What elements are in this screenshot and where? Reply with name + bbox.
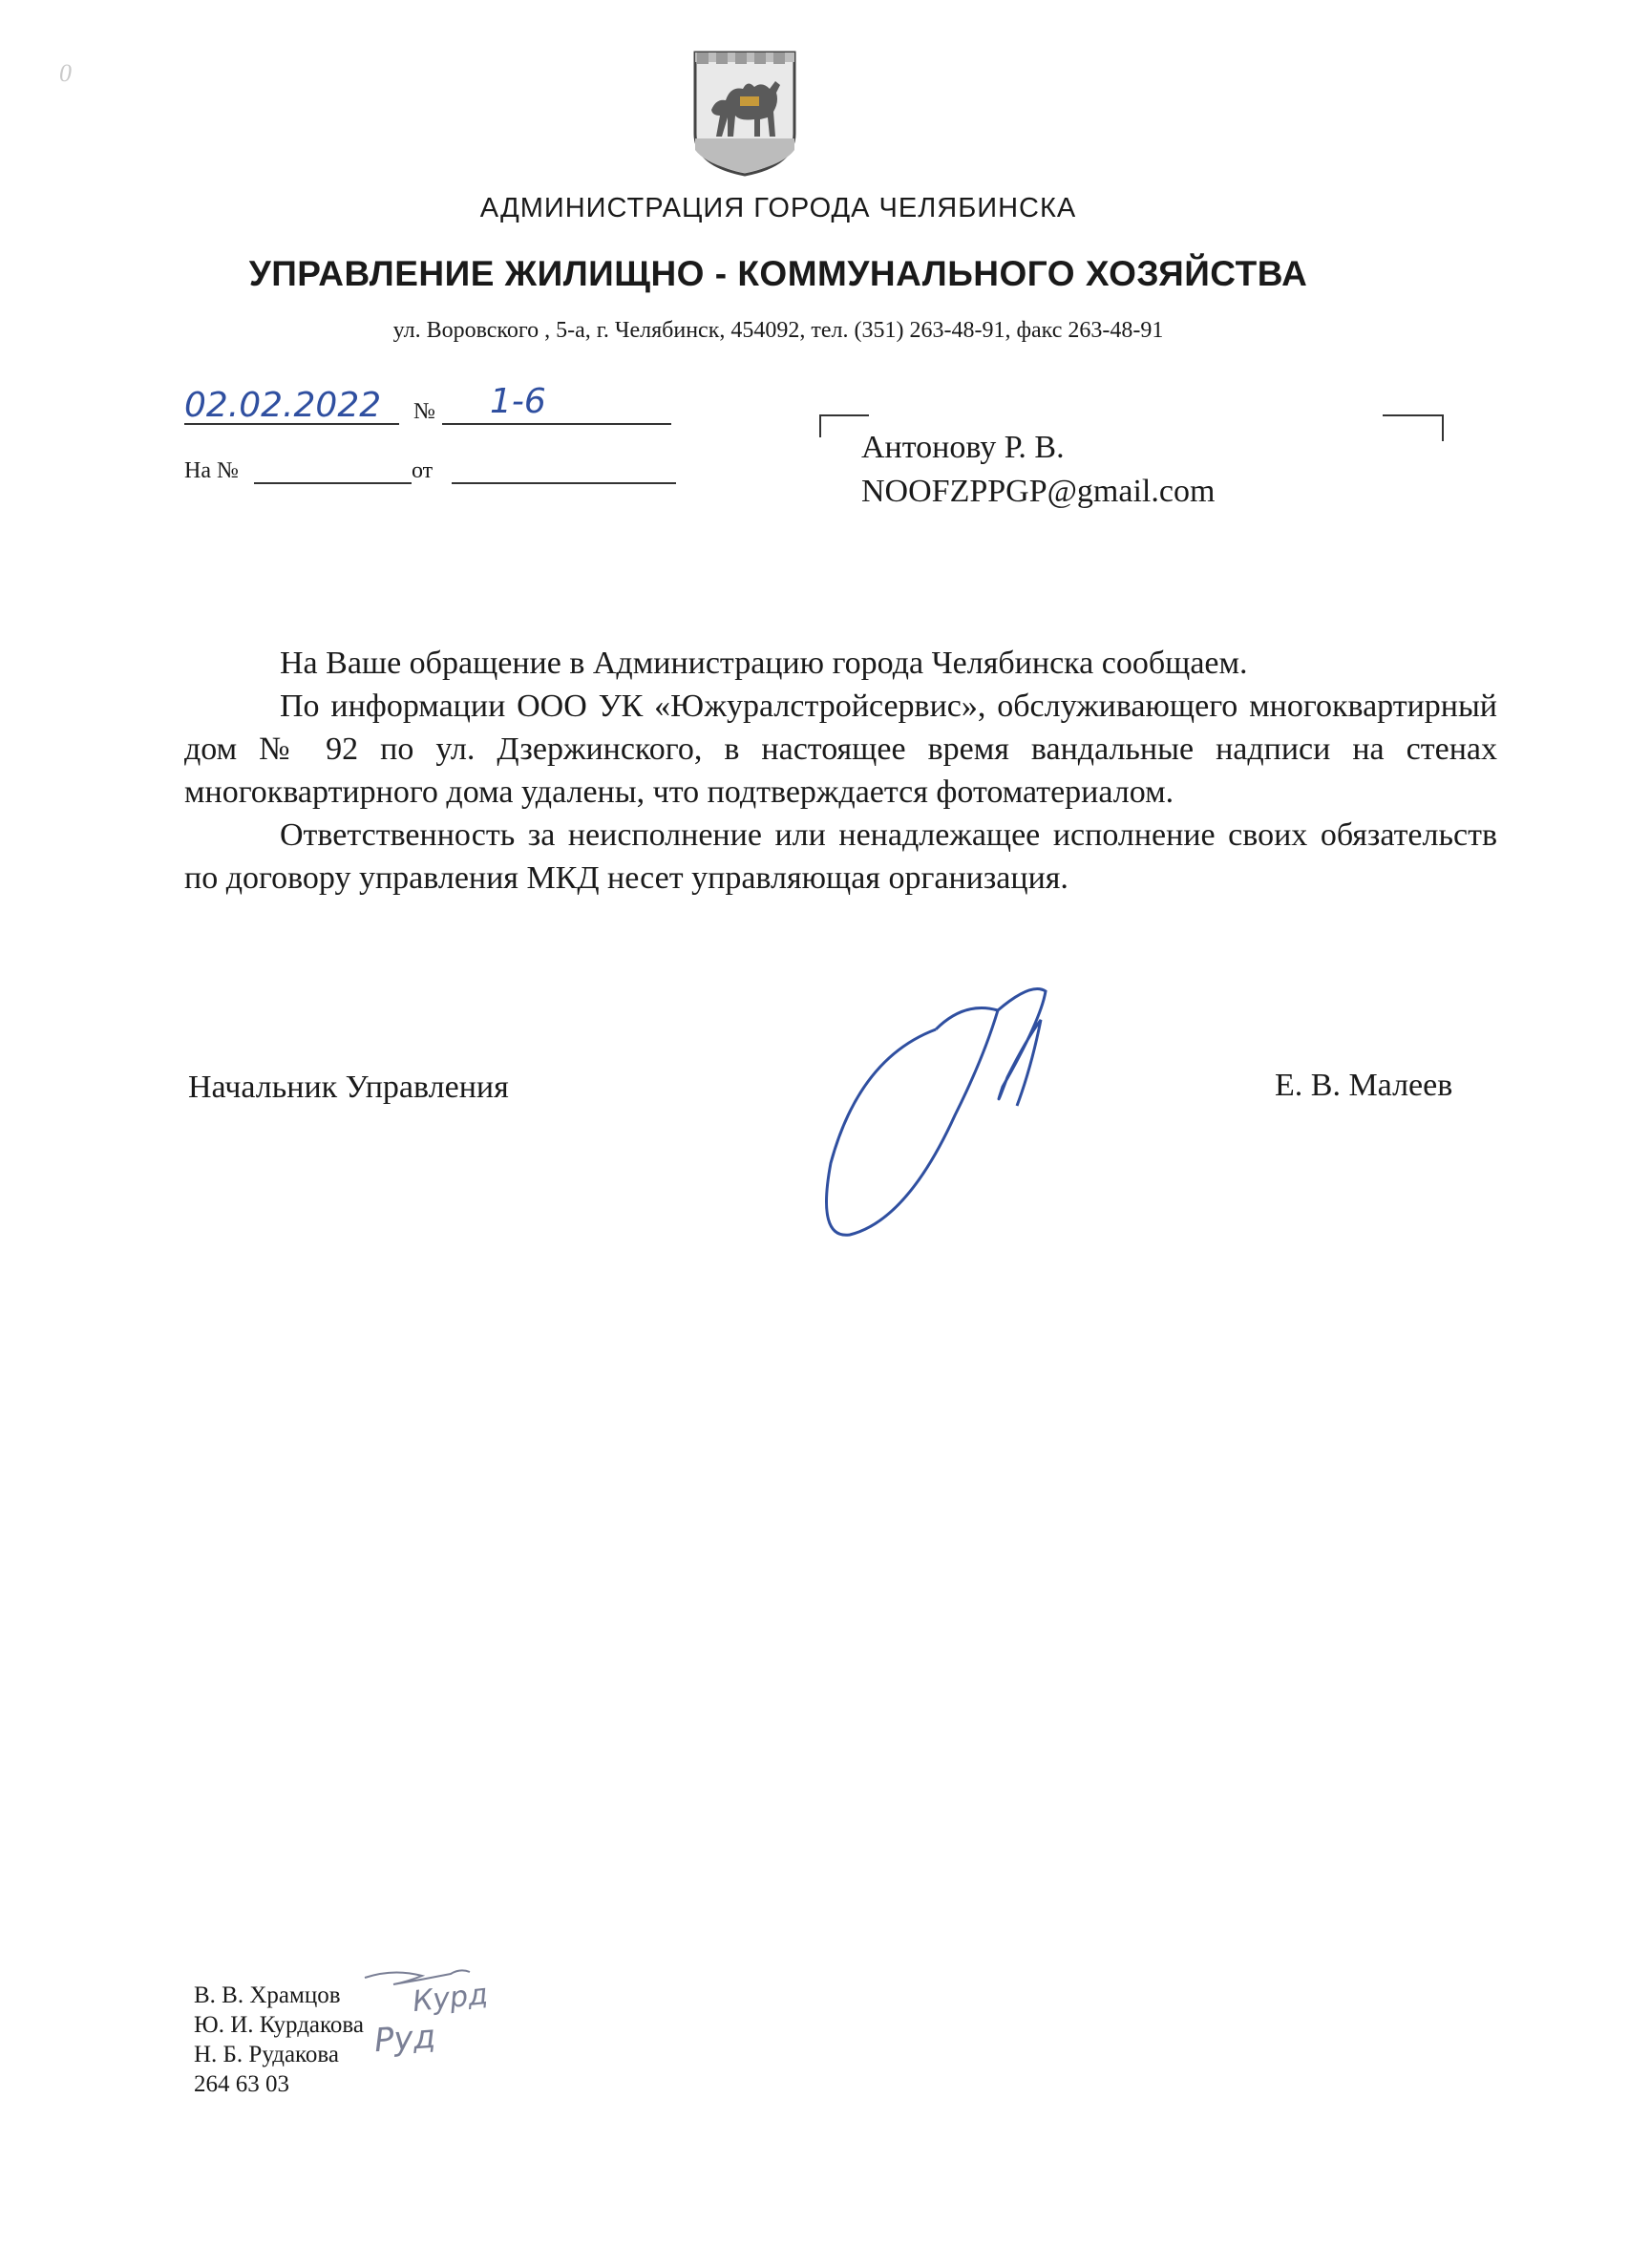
city-emblem-icon — [688, 43, 802, 177]
registration-number-label: № — [413, 399, 435, 424]
executor-phone: 264 63 03 — [194, 2071, 289, 2097]
registration-date: 02.02.2022 — [184, 386, 382, 425]
date-underline — [184, 423, 399, 425]
recipient-block — [861, 426, 1215, 514]
executors-block — [194, 1981, 364, 2099]
department-address: ул. Воровского , 5-а, г. Челябинск, 454092, тел. (351) 263-48-91, факс 263-48-91 — [392, 318, 1164, 343]
handwritten-signature — [802, 972, 1117, 1259]
admin-title: АДМИНИСТРАЦИЯ ГОРОДА ЧЕЛЯБИНСКА — [479, 193, 1077, 223]
number-underline — [442, 423, 671, 425]
executor-2: Ю. И. Курдакова — [194, 2012, 364, 2038]
registration-number: 1-6 — [490, 382, 546, 421]
executor-3: Н. Б. Рудакова — [194, 2042, 340, 2067]
body-paragraph-1: На Ваше обращение в Администрацию города Челябинска сообщаем. — [280, 646, 1248, 681]
department-title: УПРАВЛЕНИЕ ЖИЛИЩНО - КОММУНАЛЬНОГО ХОЗЯЙСТВА — [248, 254, 1308, 293]
recipient-email: NOOFZPPGP@gmail.com — [861, 474, 1216, 509]
reference-number-line — [254, 482, 412, 484]
recipient-bracket-right — [1383, 414, 1444, 441]
recipient-bracket-left — [819, 414, 844, 437]
initials-text-2: Руд — [372, 2017, 437, 2061]
reference-label: На № — [184, 458, 239, 483]
corner-mark: 0 — [59, 59, 72, 87]
reference-date-line — [452, 482, 676, 484]
executor-initials — [355, 1932, 556, 2066]
signatory-title: Начальник Управления — [188, 1070, 509, 1105]
body-paragraph-2: По информации ООО УК «Южуралстройсервис», обслуживающего многоквартирный дом № 92 по ул. Дзержинского, в настоящее время вандальные надписи на стенах многоквартирного дома удалены, что подтверждается фотоматериалом. — [184, 689, 1497, 810]
signatory-name: Е. В. Малеев — [1275, 1068, 1453, 1103]
reference-from-label: от — [412, 458, 434, 483]
letter-body — [184, 642, 1497, 900]
executor-1: В. В. Храмцов — [194, 1982, 341, 2008]
initials-text-1: Курд — [411, 1977, 490, 2020]
recipient-name: Антонову Р. В. — [861, 430, 1065, 465]
body-paragraph-3: Ответственность за неисполнение или ненадлежащее исполнение своих обязательств по договору управления МКД несет управляющая организация. — [184, 817, 1497, 896]
recipient-bracket-left-top — [819, 414, 869, 416]
